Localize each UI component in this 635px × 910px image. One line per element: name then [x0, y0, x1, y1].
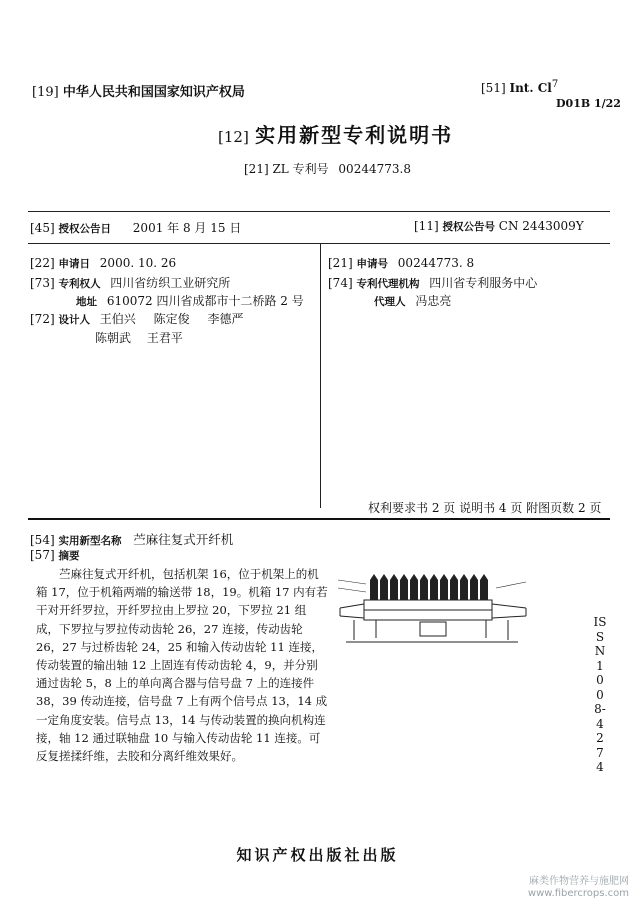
- owner-value: 四川省纺织工业研究所: [110, 276, 231, 290]
- office-code: [19]: [32, 85, 59, 100]
- abstract-code: [57]: [30, 548, 55, 562]
- designer-3: 李德严: [207, 312, 244, 326]
- roller-column-2: [380, 574, 388, 600]
- intcl-code: [51]: [481, 81, 506, 95]
- filing-label: 申请日: [58, 258, 90, 270]
- agent-label: 代理人: [374, 296, 406, 308]
- doctype-code: [12]: [218, 128, 249, 146]
- rule-mid: [28, 518, 610, 520]
- abstract-text: 苎麻往复式开纤机，包括机架 16，位于机架上的机箱 17，位于机箱两端的输送带 18，19。机箱 17 内有若干对开纤罗拉，开纤罗拉由上罗拉 20，下罗拉 21 组成，下罗拉与罗拉传动齿轮 26，27 连接，传动齿轮 26，27 与过桥齿轮 24，25 和输入传动齿轮 11 连接，传动装置的输出轴 12 上固连有传动齿轮 4，9，并分别通过齿轮 5，8 上的单向离合器与信号盘 7 上的连接件 38，39 传动连接，信号盘 7 上有两个信号点 13，14 成一定角度安装。信号点 13，14 与传动装置的换向机构连接，轴 12 通过联轴盘 10 与输入传动齿轮 11 连接。可反复搓揉纤维，去胶和分离纤维效果好。: [36, 567, 328, 764]
- application-number-line: [328, 256, 474, 271]
- doctype-text: 实用新型专利说明书: [255, 123, 454, 147]
- roller-column-5: [410, 574, 418, 600]
- grant-number-value: CN 2443009Y: [498, 219, 584, 233]
- designer-2: 陈定俊: [153, 312, 190, 326]
- intcl-sup: 7: [551, 79, 559, 90]
- owner-label: 专利权人: [58, 278, 101, 290]
- rule-top: [28, 211, 610, 212]
- intcl-label: Int. Cl: [509, 81, 552, 95]
- roller-column-6: [420, 574, 428, 600]
- address-label: 地址: [76, 296, 97, 308]
- designer-label: 设计人: [58, 314, 90, 326]
- patent-label: ZL 专利号: [272, 162, 329, 176]
- designer-line: [30, 310, 244, 327]
- agency-label: 专利代理机构: [356, 278, 420, 290]
- doctype-title: [218, 119, 453, 148]
- rule-grant: [28, 243, 610, 244]
- grant-date-label: 授权公告日: [58, 223, 111, 235]
- issn-vertical: ISSN1008-4274: [593, 615, 607, 774]
- filing-value: 2000. 10. 26: [99, 256, 177, 270]
- utility-title-label: 实用新型名称: [58, 535, 122, 547]
- app-code: [21]: [328, 256, 353, 270]
- roller-column-12: [480, 574, 488, 600]
- office-line: [32, 81, 245, 100]
- filing-code: [22]: [30, 256, 55, 270]
- designer-5: 王君平: [146, 331, 183, 345]
- roller-column-9: [450, 574, 458, 600]
- grant-number-label: 授权公告号: [442, 221, 495, 233]
- app-value: 00244773. 8: [397, 256, 475, 270]
- agent-value: 冯忠亮: [415, 294, 452, 308]
- agent-line: [374, 292, 451, 309]
- roller-column-4: [400, 574, 408, 600]
- page-counts: 权利要求书 2 页 说明书 4 页 附图页数 2 页: [368, 501, 602, 515]
- utility-title-code: [54]: [30, 533, 55, 547]
- abstract-label: 摘要: [58, 550, 80, 562]
- app-label: 申请号: [356, 258, 388, 270]
- agency-value: 四川省专利服务中心: [429, 276, 538, 290]
- grant-number-code: [11]: [414, 219, 439, 233]
- grant-date-line: [30, 219, 241, 236]
- roller-column-8: [440, 574, 448, 600]
- utility-title-line: [30, 530, 233, 548]
- filing-date-line: [30, 256, 176, 271]
- intcl-line: [481, 79, 558, 95]
- roller-column-1: [370, 574, 378, 600]
- address-value: 610072 四川省成都市十二桥路 2 号: [106, 294, 304, 308]
- grant-number-line: [414, 219, 584, 234]
- roller-column-7: [430, 574, 438, 600]
- publisher-footer: 知识产权出版社出版: [236, 846, 399, 864]
- roller-column-3: [390, 574, 398, 600]
- roller-column-11: [470, 574, 478, 600]
- address-line: [76, 292, 304, 309]
- roller-column-10: [460, 574, 468, 600]
- utility-title-value: 苎麻往复式开纤机: [133, 532, 234, 547]
- intcl-value: D01B 1/22: [556, 97, 621, 110]
- agency-code: [74]: [328, 276, 353, 290]
- agency-line: [328, 274, 537, 291]
- owner-code: [73]: [30, 276, 55, 290]
- office-name: 中华人民共和国国家知识产权局: [62, 85, 245, 100]
- designer-line-2: [95, 329, 183, 346]
- designer-1: 王伯兴: [99, 312, 136, 326]
- watermark-line-2: www.fibercrops.com: [527, 888, 629, 899]
- machine-drawing: [336, 568, 530, 652]
- owner-line: [30, 274, 230, 291]
- designer-4: 陈朝武: [95, 331, 132, 345]
- grant-date-value: 2001 年 8 月 15 日: [132, 221, 242, 235]
- abstract-heading: [30, 548, 79, 563]
- grant-date-code: [45]: [30, 221, 55, 235]
- watermark-line-1: 麻类作物营养与施肥网: [529, 876, 629, 887]
- site-watermark: [528, 876, 629, 900]
- column-divider: [320, 244, 321, 508]
- machine-frame: [340, 600, 526, 642]
- patent-number: 00244773.8: [338, 162, 411, 176]
- designer-code: [72]: [30, 312, 55, 326]
- patent-code: [21]: [244, 162, 269, 176]
- patent-number-line: [244, 160, 411, 177]
